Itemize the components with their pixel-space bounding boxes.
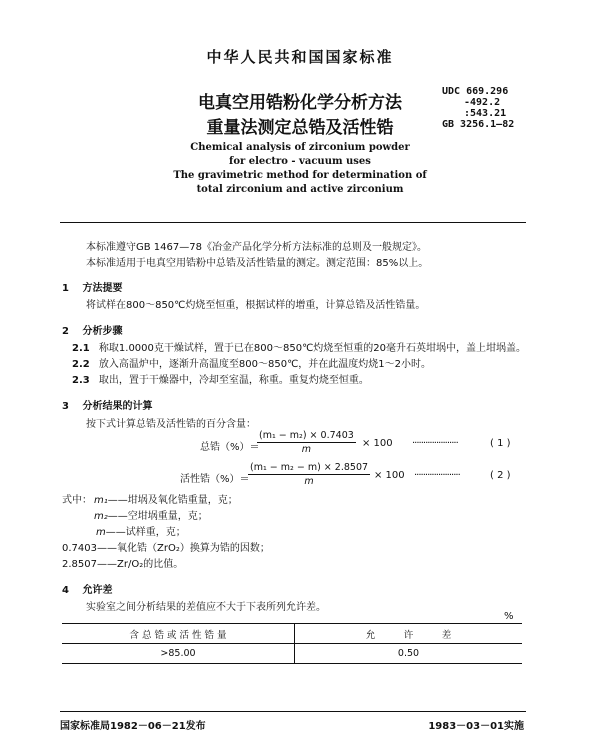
def-m bbox=[96, 523, 186, 538]
def-factor-text: ——氧化锆（ZrO₂）换算为锆的因数； bbox=[97, 543, 270, 554]
step-2-3-number: 2.3 bbox=[72, 375, 90, 386]
eq2-numerator: (m₁ − m₂ − m) × 2.8507 bbox=[250, 462, 369, 473]
step-2-2 bbox=[72, 355, 431, 370]
section-2-title: 分析步骤 bbox=[82, 326, 123, 337]
footer-divider bbox=[60, 711, 526, 712]
eq1-multiplier: × 100 bbox=[362, 438, 393, 449]
def-ratio-text: ——Zr/O₂的比值。 bbox=[97, 559, 184, 570]
eq2-fraction bbox=[248, 462, 370, 487]
step-2-3-text: 取出，置于干燥器中，冷却至室温，称重。重复灼烧至恒重。 bbox=[98, 375, 369, 386]
gb-number: GB 3256.1—82 bbox=[442, 119, 515, 130]
intro-line2: 本标准适用于电真空用锆粉中总锆及活性锆量的测定。测定范围：85%以上。 bbox=[86, 258, 429, 269]
title-en-line3: The gravimetric method for determination of bbox=[173, 170, 427, 181]
section-3-heading bbox=[62, 397, 152, 412]
def-ratio bbox=[62, 555, 183, 570]
section-2-heading bbox=[62, 322, 122, 337]
title-en-line2: for electro - vacuum uses bbox=[229, 156, 371, 167]
title-en-line4: total zirconium and active zirconium bbox=[196, 184, 404, 195]
step-2-3 bbox=[72, 371, 369, 386]
udc-line3: :543.21 bbox=[464, 108, 507, 119]
effective-date: 1983－03－01实施 bbox=[428, 721, 524, 732]
table-row bbox=[62, 644, 522, 664]
def-m2-text: ——空坩埚重量，克； bbox=[107, 511, 208, 522]
table-cell-content: >85.00 bbox=[62, 644, 295, 664]
eq2-leader-dots: ····················· bbox=[414, 470, 460, 481]
def-m1-symbol: m₁ bbox=[94, 495, 108, 506]
eq1-leader-dots: ····················· bbox=[412, 438, 458, 449]
def-m2-symbol: m₂ bbox=[94, 511, 108, 522]
section-3-number: 3 bbox=[62, 401, 69, 412]
title-zh-line2: 重量法测定总锆及活性锆 bbox=[206, 118, 394, 138]
section-4-text: 实验室之间分析结果的差值应不大于下表所列允许差。 bbox=[86, 602, 326, 613]
def-m-symbol: m bbox=[96, 527, 106, 538]
def-m-text: ——试样重，克； bbox=[105, 527, 186, 538]
eq2-denominator: m bbox=[304, 476, 314, 487]
eq2-number: ( 2 ) bbox=[490, 470, 511, 481]
eq2-lhs: 活性锆（%）＝ bbox=[180, 474, 250, 485]
section-4-heading bbox=[62, 581, 112, 596]
udc-code bbox=[442, 86, 514, 130]
section-3-title: 分析结果的计算 bbox=[82, 401, 153, 412]
where-label: 式中： bbox=[62, 495, 92, 506]
step-2-1-text: 称取1.0000克干燥试样，置于已在800～850℃灼烧至恒重的20毫升石英坩埚中，盖上坩埚盖。 bbox=[98, 343, 527, 354]
def-m1-text: ——坩埚及氧化锆重量，克； bbox=[107, 495, 238, 506]
table-header-row bbox=[62, 624, 522, 644]
step-2-2-text: 放入高温炉中，逐渐升高温度至800～850℃，并在此温度灼烧1～2小时。 bbox=[98, 359, 432, 370]
step-2-2-number: 2.2 bbox=[72, 359, 90, 370]
table-header-content: 含 总 锆 或 活 性 锆 量 bbox=[62, 624, 295, 644]
eq1-number: ( 1 ) bbox=[490, 438, 511, 449]
title-divider bbox=[60, 222, 526, 223]
section-1-number: 1 bbox=[62, 283, 69, 294]
issuer-header: 中华人民共和国国家标准 bbox=[206, 48, 394, 66]
step-2-1 bbox=[72, 339, 526, 354]
table-header-tolerance: 允 许 差 bbox=[295, 624, 523, 644]
eq2-multiplier: × 100 bbox=[374, 470, 405, 481]
published-date: 国家标准局1982－06－21发布 bbox=[60, 721, 206, 732]
section-3-lead: 按下式计算总锆及活性锆的百分含量： bbox=[86, 419, 256, 430]
section-1-heading bbox=[62, 279, 122, 294]
title-en-line1: Chemical analysis of zirconium powder bbox=[190, 142, 410, 153]
step-2-1-number: 2.1 bbox=[72, 343, 90, 354]
tolerance-table bbox=[62, 623, 522, 664]
def-m1 bbox=[94, 491, 238, 506]
table-unit: % bbox=[504, 611, 514, 622]
def-factor bbox=[62, 539, 270, 554]
def-ratio-symbol: 2.8507 bbox=[62, 559, 97, 570]
udc-line2: -492.2 bbox=[464, 97, 501, 108]
section-1-title: 方法提要 bbox=[82, 283, 123, 294]
eq1-numerator: (m₁ − m₂) × 0.7403 bbox=[259, 430, 354, 441]
table-cell-tolerance: 0.50 bbox=[295, 644, 523, 664]
eq1-fraction bbox=[257, 430, 356, 455]
intro-line1: 本标准遵守GB 1467—78《冶金产品化学分析方法标准的总则及一般规定》。 bbox=[86, 242, 427, 253]
section-4-number: 4 bbox=[62, 585, 69, 596]
section-1-text: 将试样在800～850℃灼烧至恒重，根据试样的增重，计算总锆及活性锆量。 bbox=[86, 300, 426, 311]
def-m2 bbox=[94, 507, 208, 522]
def-factor-symbol: 0.7403 bbox=[62, 543, 97, 554]
eq1-lhs: 总锆（%）＝ bbox=[200, 442, 260, 453]
udc-line1: UDC 669.296 bbox=[442, 86, 509, 97]
section-2-number: 2 bbox=[62, 326, 69, 337]
section-4-title: 允许差 bbox=[82, 585, 113, 596]
eq1-denominator: m bbox=[301, 444, 312, 455]
title-zh-line1: 电真空用锆粉化学分析方法 bbox=[198, 93, 402, 113]
